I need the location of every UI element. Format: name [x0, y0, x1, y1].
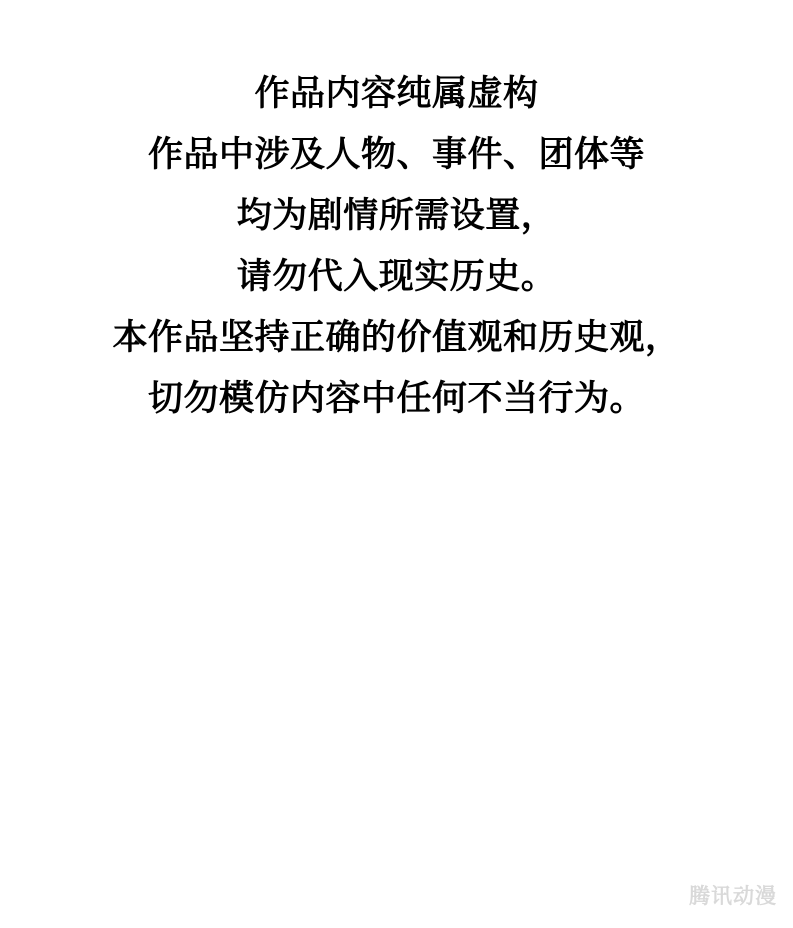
disclaimer-line: 均为剧情所需设置，: [236, 196, 557, 236]
disclaimer-block: [0, 64, 793, 430]
disclaimer-line: 作品内容纯属虚构: [254, 74, 539, 114]
watermark-label: 腾讯动漫: [689, 884, 777, 908]
disclaimer-line: 作品中涉及人物、事件、团体等: [147, 135, 645, 175]
disclaimer-line: 本作品坚持正确的价值观和历史观，: [112, 318, 681, 358]
disclaimer-line: 请勿代入现实历史。: [236, 257, 557, 297]
disclaimer-line: 切勿模仿内容中任何不当行为。: [147, 379, 645, 419]
